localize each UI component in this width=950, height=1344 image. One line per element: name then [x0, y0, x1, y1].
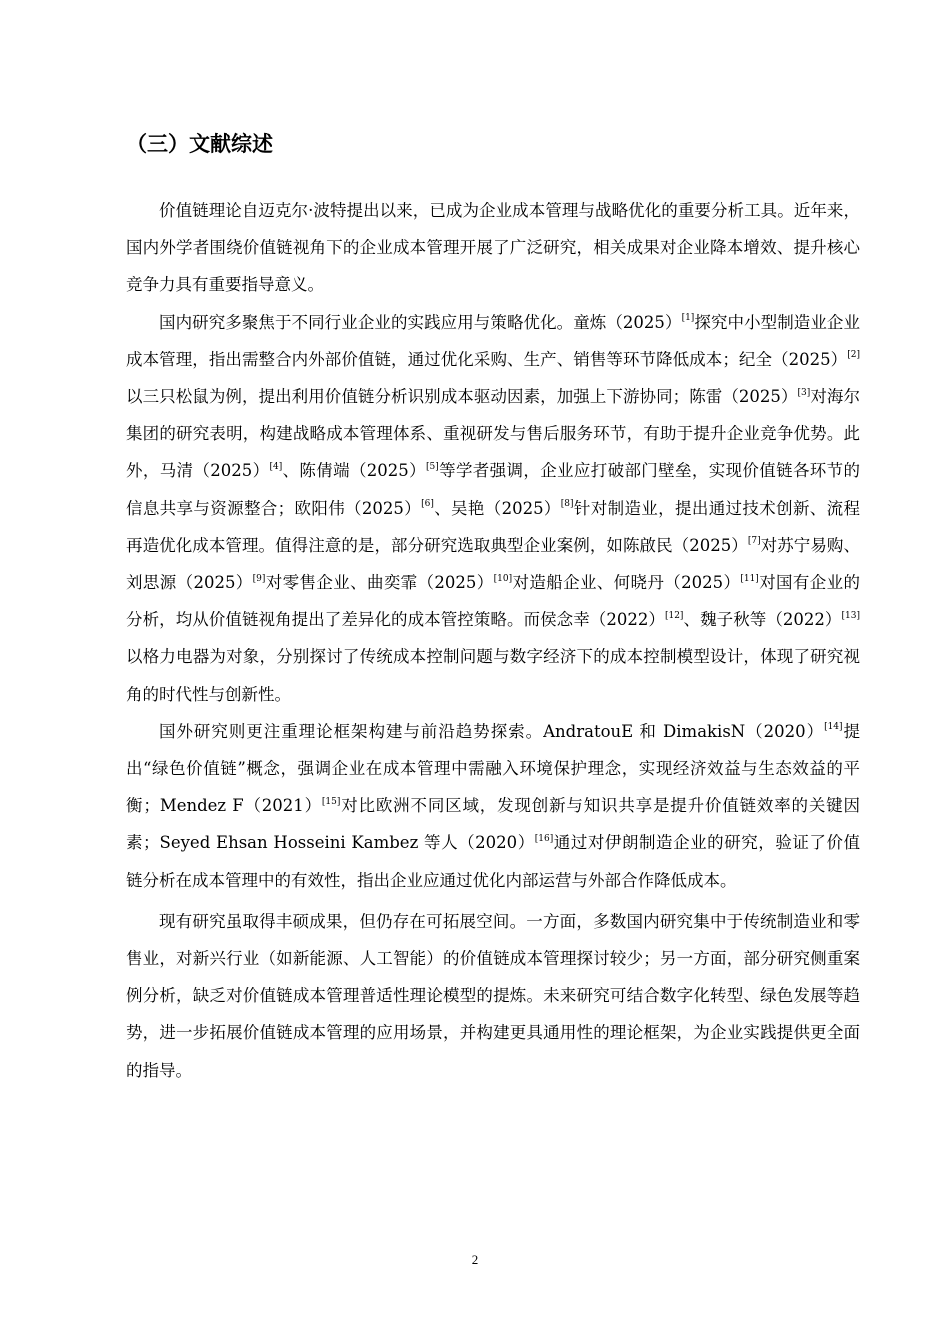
text-run: 通过对伊朗制造企业的研究，验证了价值链分析在成本管理中的有效性，指出企业应通过优化内部运营与外部合作降低成本。: [126, 833, 860, 890]
section-heading: （三）文献综述: [126, 132, 273, 156]
text-run: 对苏宁易购、刘思源（2025）: [126, 535, 861, 593]
text-run: 针对制造业，提出通过技术创新、流程再造优化成本管理。值得注意的是，部分研究选取典型企业案例，如陈啟民（2025）: [126, 498, 860, 555]
text-run: 价值链理论自迈克尔·波特提出以来，已成为企业成本管理与战略优化的重要分析工具。近年来，国内外学者围绕价值链视角下的企业成本管理开展了广泛研究，相关成果对企业降本增效、提升核心竞争力具有重要指导意义。: [126, 201, 860, 295]
text-run: 、陈倩端（2025）: [282, 461, 426, 481]
citation-marker: [2]: [847, 350, 860, 361]
text-run: 对海尔集团的研究表明，构建战略成本管理体系、重视研发与售后服务环节，有助于提升企业竞争优势。此外，马清（2025）: [126, 387, 860, 481]
text-run: 现有研究虽取得丰硕成果，但仍存在可拓展空间。一方面，多数国内研究集中于传统制造业和零售业，对新兴行业（如新能源、人工智能）的价值链成本管理探讨较少；另一方面，部分研究侧重案例分析，缺乏对价值链成本管理普适性理论模型的提炼。未来研究可结合数字化转型、绿色发展等趋势，进一步拓展价值链成本管理的应用场景，并构建更具通用性的理论框架，为企业实践提供更全面的指导。: [126, 911, 860, 1080]
citation-marker: [7]: [747, 536, 761, 547]
paragraph-domestic-research: [126, 304, 860, 713]
text-run: 国外研究则更注重理论框架构建与前沿趋势探索。AndratouE 和 DimakisN（2020）: [159, 721, 825, 741]
citation-marker: [6]: [421, 499, 434, 510]
text-run: 、魏子秋等（2022）: [683, 610, 842, 630]
text-run: 、吴艳（2025）: [433, 498, 561, 518]
paragraph-intro: [126, 192, 860, 304]
citation-marker: [12]: [664, 610, 684, 621]
citation-marker: [16]: [534, 833, 554, 844]
paragraph-summary: [126, 903, 860, 1089]
citation-marker: [13]: [841, 610, 860, 621]
text-run: 提出“绿色价值链”概念，强调企业在成本管理中需融入环境保护理念，实现经济效益与生态效益的平衡；Mendez F（2021）: [126, 721, 861, 816]
text-run: 以三只松鼠为例，提出利用价值链分析识别成本驱动因素，加强上下游协同；陈雷（2025）: [126, 387, 798, 407]
citation-marker: [4]: [269, 461, 283, 472]
citation-marker: [15]: [321, 796, 341, 807]
text-run: 国内研究多聚焦于不同行业企业的实践应用与策略优化。童炼（2025）: [159, 312, 682, 332]
text-run: 探究中小型制造业企业成本管理，指出需整合内外部价值链，通过优化采购、生产、销售等环节降低成本；纪全（2025）: [126, 312, 861, 369]
text-run: 对比欧洲不同区域，发现创新与知识共享是提升价值链效率的关键因素；Seyed Ehsan Hosseini Kambez 等人（2020）: [126, 796, 861, 853]
citation-marker: [3]: [797, 387, 811, 398]
citation-marker: [11]: [740, 573, 759, 584]
citation-marker: [5]: [426, 461, 439, 472]
citation-marker: [14]: [824, 722, 843, 733]
text-run: 对造船企业、何晓丹（2025）: [512, 573, 741, 593]
text-run: 对零售企业、曲奕霏（2025）: [265, 573, 494, 593]
citation-marker: [10]: [493, 573, 513, 584]
citation-marker: [9]: [252, 573, 266, 584]
body-text: [126, 192, 860, 1089]
citation-marker: [8]: [560, 499, 574, 510]
page-number: 2: [471, 1252, 479, 1267]
text-run: 以格力电器为对象，分别探讨了传统成本控制问题与数字经济下的成本控制模型设计，体现了研究视角的时代性与创新性。: [126, 647, 860, 704]
text-run: 等学者强调，企业应打破部门壁垒，实现价值链各环节的信息共享与资源整合；欧阳伟（2025）: [126, 461, 861, 518]
text-run: 对国有企业的分析，均从价值链视角提出了差异化的成本管控策略。而侯念幸（2022）: [126, 573, 861, 630]
paragraph-foreign-research: [126, 713, 860, 899]
citation-marker: [1]: [681, 313, 695, 324]
